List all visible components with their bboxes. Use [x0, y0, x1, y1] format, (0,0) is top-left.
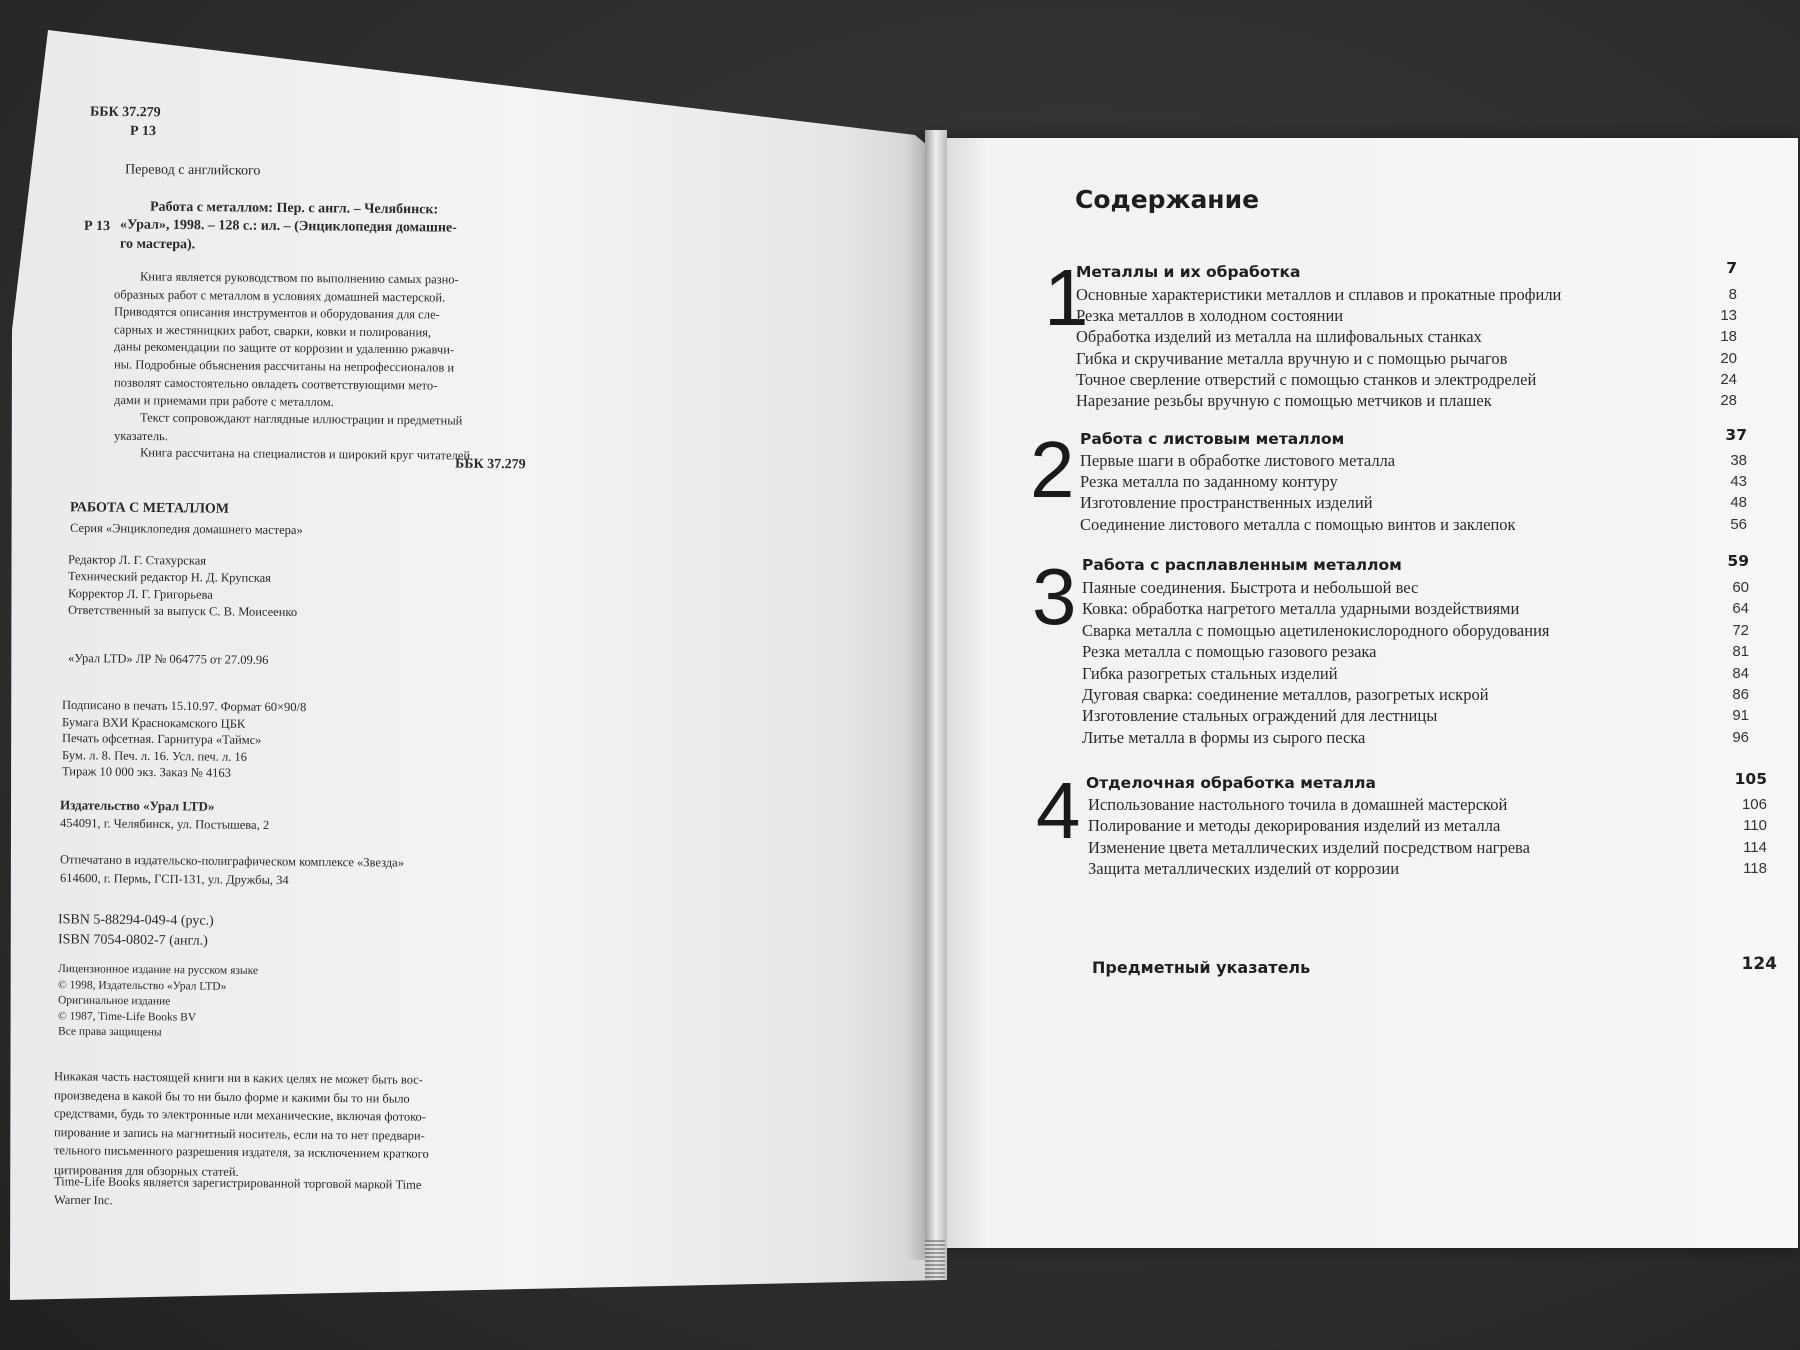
toc-entry-page: 84 — [1732, 664, 1749, 682]
toc-entry-page: 48 — [1730, 494, 1747, 512]
toc-entry-page: 86 — [1732, 686, 1749, 703]
publisher-license: «Урал LTD» ЛР № 064775 от 27.09.96 — [67, 651, 269, 667]
rights-notice-line: цитирования для обзорных статей. — [53, 1162, 239, 1179]
toc-entry-page: 64 — [1732, 600, 1749, 618]
chapter-page-number: 105 — [1734, 770, 1767, 788]
toc-entry: Обработка изделий из металла на шлифовальных станках — [1076, 327, 1482, 347]
toc-entry-page: 72 — [1732, 621, 1749, 639]
chapter-page-number: 7 — [1726, 259, 1737, 277]
toc-entry: Основные характеристики металлов и сплавов и прокатные профили — [1076, 285, 1562, 304]
toc-entry-page: 91 — [1732, 707, 1749, 725]
chapter-title: Работа с расплавленным металлом — [1082, 556, 1402, 574]
toc-entry: Защита металлических изделий от коррозии — [1088, 859, 1400, 879]
index-title: Предметный указатель — [1092, 958, 1311, 977]
annotation-line: указатель. — [113, 429, 168, 444]
annotation-line: Приводятся описания инструментов и оборудования для сле- — [113, 304, 440, 322]
toc-entry: Изменение цвета металлических изделий посредством нагрева — [1088, 837, 1530, 857]
toc-entry-page: 56 — [1730, 515, 1747, 533]
author-sign-top: Р 13 — [129, 123, 157, 140]
toc-entry: Гибка и скручивание металла вручную и с помощью рычагов — [1076, 348, 1508, 368]
credit-line: Технический редактор Н. Д. Крупская — [67, 569, 272, 585]
isbn-line: ISBN 7054-0802-7 (англ.) — [57, 932, 208, 949]
chapter-title: Работа с листовым металлом — [1080, 430, 1345, 448]
bibliographic-line: Работа с металлом: Пер. с англ. – Челябинск: — [149, 199, 439, 218]
chapter-title: Отделочная обработка металла — [1086, 774, 1376, 792]
publisher-name: Издательство «Урал LTD» — [59, 797, 215, 814]
toc-entry-page: 18 — [1720, 328, 1737, 346]
printer-line: 614600, г. Пермь, ГСП-131, ул. Дружбы, 34 — [59, 870, 289, 888]
toc-entry-page: 106 — [1741, 796, 1767, 813]
book-binding — [925, 130, 947, 1280]
publisher-address: 454091, г. Челябинск, ул. Постышева, 2 — [59, 815, 270, 833]
print-info-line: Подписано в печать 15.10.97. Формат 60×90/8 — [61, 697, 307, 715]
toc-entry-page: 43 — [1730, 473, 1747, 491]
annotation-line: ны. Подробные объяснения рассчитаны на непрофессионалов и — [113, 357, 455, 375]
toc-title: Содержание — [1075, 185, 1260, 214]
toc-entry: Полирование и методы декорирования изделий из металла — [1088, 816, 1501, 836]
translation-note: Перевод с английского — [124, 162, 261, 179]
toc-entry: Нарезание резьбы вручную с помощью метчиков и плашек — [1076, 391, 1492, 410]
toc-entry: Первые шаги в обработке листового металла — [1080, 451, 1396, 470]
bbk-code-bottom: ББК 37.279 — [454, 456, 526, 473]
annotation-line: позволят самостоятельно овладеть соответствующими мето- — [113, 375, 438, 393]
chapter-number: 4 — [1036, 766, 1081, 855]
annotation-line: образных работ с металлом в условиях домашней мастерской. — [113, 287, 446, 305]
rights-notice-line: средствами, будь то электронные или механические, включая фотоко- — [53, 1106, 427, 1124]
toc-entry: Изготовление пространственных изделий — [1080, 493, 1373, 513]
annotation-line: Книга рассчитана на специалистов и широкий круг читателей. — [139, 445, 474, 463]
toc-entry: Изготовление стальных ограждений для лестницы — [1082, 706, 1438, 726]
print-info-line: Бум. л. 8. Печ. л. 16. Усл. печ. л. 16 — [61, 747, 248, 764]
toc-entry: Ковка: обработка нагретого металла ударными воздействиями — [1082, 599, 1520, 619]
chapter-number: 1 — [1044, 253, 1089, 342]
trademark-line: Time-Life Books является зарегистрированной торговой маркой Time — [53, 1174, 422, 1192]
rights-notice-line: произведена в какой бы то ни было форме и какими бы то ни было — [53, 1087, 410, 1106]
chapter-number: 2 — [1030, 425, 1075, 514]
annotation-line: даны рекомендации по защите от коррозии и удалению ржавчи- — [113, 339, 455, 358]
toc-entry-page: 13 — [1720, 307, 1737, 325]
copyright-line: Лицензионное издание на русском языке — [57, 963, 259, 977]
toc-entry: Паяные соединения. Быстрота и небольшой вес — [1082, 578, 1419, 597]
bibliographic-line: «Урал», 1998. – 128 с.: ил. – (Энциклопедия домашне- — [119, 217, 457, 236]
printer-line: Отпечатано в издательско-полиграфическом комплексе «Звезда» — [59, 852, 405, 870]
credit-line: Редактор Л. Г. Стахурская — [67, 552, 207, 568]
toc-entry-page: 118 — [1743, 860, 1767, 878]
print-info-line: Бумага ВХИ Краснокамского ЦБК — [61, 714, 246, 731]
series-name: Серия «Энциклопедия домашнего мастера» — [69, 520, 303, 538]
toc-entry-page: 110 — [1743, 817, 1767, 835]
toc-entry-page: 96 — [1732, 728, 1749, 746]
toc-entry: Точное сверление отверстий с помощью станков и электродрелей — [1076, 369, 1537, 389]
toc-entry: Литье металла в формы из сырого песка — [1082, 727, 1366, 747]
binding-thread — [925, 1240, 945, 1280]
annotation-line: сарных и жестяницких работ, сварки, ковки и полирования, — [113, 322, 432, 340]
toc-entry: Дуговая сварка: соединение металлов, разогретых искрой — [1082, 685, 1489, 704]
bibliographic-code: Р 13 — [83, 218, 111, 235]
copyright-line: Оригинальное издание — [57, 994, 171, 1008]
toc-entry: Резка металлов в холодном состоянии — [1076, 306, 1344, 326]
toc-entry-page: 20 — [1720, 349, 1737, 367]
toc-entry: Резка металла по заданному контуру — [1080, 472, 1338, 492]
book-title: РАБОТА С МЕТАЛЛОМ — [69, 500, 230, 517]
toc-entry: Резка металла с помощью газового резака — [1082, 642, 1377, 662]
toc-entry-page: 8 — [1728, 286, 1737, 303]
toc-entry: Гибка разогретых стальных изделий — [1082, 663, 1338, 683]
isbn-line: ISBN 5-88294-049-4 (рус.) — [57, 912, 214, 929]
toc-entry-page: 24 — [1720, 370, 1737, 388]
toc-entry: Соединение листового металла с помощью винтов и заклепок — [1080, 514, 1516, 534]
credit-line: Ответственный за выпуск С. В. Моисеенко — [67, 602, 298, 620]
copyright-line: © 1998, Издательство «Урал LTD» — [57, 978, 227, 993]
bbk-code-top: ББК 37.279 — [89, 104, 161, 121]
toc-entry-page: 81 — [1732, 643, 1749, 661]
toc-entry-page: 114 — [1743, 838, 1767, 856]
toc-entry-page: 38 — [1730, 452, 1747, 469]
toc-entry: Сварка металла с помощью ацетиленокислородного оборудования — [1082, 620, 1550, 640]
print-info-line: Тираж 10 000 экз. Заказ № 4163 — [61, 764, 231, 780]
annotation-line: Текст сопровождают наглядные иллюстрации и предметный — [139, 410, 463, 428]
copyright-line: © 1987, Time-Life Books BV — [57, 1009, 197, 1024]
annotation-line: дами и приемами при работе с металлом. — [113, 393, 334, 410]
copyright-line: Все права защищены — [57, 1025, 162, 1039]
toc-entry-page: 28 — [1720, 392, 1737, 409]
index-page-number: 124 — [1741, 954, 1777, 974]
rights-notice-line: Никакая часть настоящей книги ни в каких целях не может быть вос- — [53, 1069, 424, 1087]
chapter-page-number: 37 — [1725, 426, 1747, 444]
chapter-title: Металлы и их обработка — [1076, 263, 1301, 281]
toc-entry-page: 60 — [1732, 579, 1749, 596]
rights-notice-line: пирование и запись на магнитный носитель, если на то нет предвари- — [53, 1124, 425, 1143]
print-info-line: Печать офсетная. Гарнитура «Таймс» — [61, 731, 262, 747]
bibliographic-line: го мастера). — [119, 236, 196, 253]
rights-notice-line: тельного письменного разрешения издателя, за исключением краткого — [53, 1143, 429, 1161]
toc-entry: Использование настольного точила в домашней мастерской — [1088, 795, 1508, 814]
credit-line: Корректор Л. Г. Григорьева — [67, 586, 213, 602]
trademark-line: Warner Inc. — [53, 1192, 113, 1208]
annotation-line: Книга является руководством по выполнению самых разно- — [139, 269, 459, 287]
chapter-number: 3 — [1032, 552, 1077, 641]
chapter-page-number: 59 — [1727, 552, 1749, 570]
